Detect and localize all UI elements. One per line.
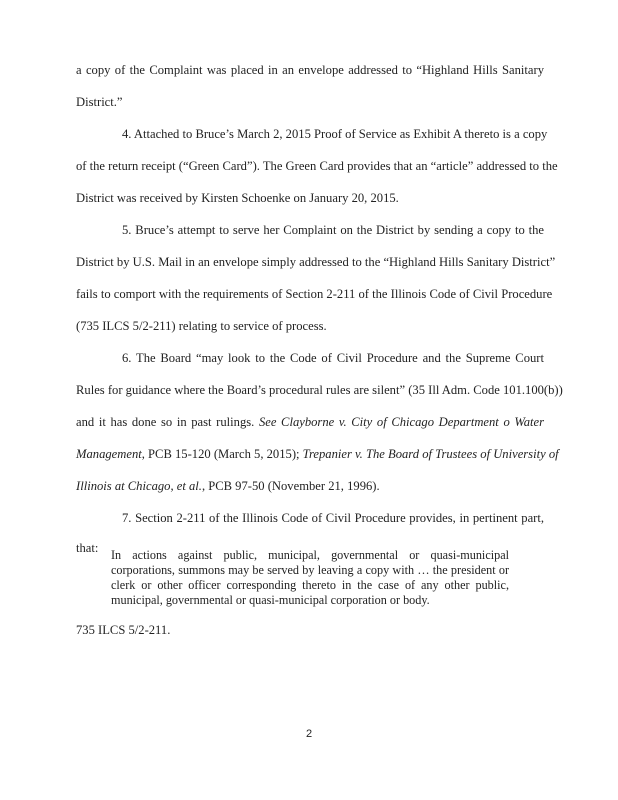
paragraph-4-line-1: 4. Attached to Bruce’s March 2, 2015 Proof of Service as Exhibit A thereto is a copy — [122, 127, 548, 141]
paragraph-7-line-2: that: — [76, 541, 99, 555]
block-quote-line-4: municipal, governmental or quasi-municipal corporation or body. — [111, 593, 430, 607]
paragraph-6-line-3 — [76, 414, 544, 430]
paragraph-5-line-1: 5. Bruce’s attempt to serve her Complaint on the District by sending a copy to the — [122, 223, 544, 237]
case-citation-clayborne-end: Management — [76, 447, 142, 461]
paragraph-6-line-2: Rules for guidance where the Board’s procedural rules are silent” (35 Ill Adm. Code 101.100(b)) — [76, 383, 563, 397]
block-quote-line-2: corporations, summons may be served by leaving a copy with … the president or — [111, 563, 509, 577]
paragraph-5-line-4: (735 ILCS 5/2-211) relating to service of process. — [76, 319, 327, 333]
paragraph-5-line-3: fails to comport with the requirements of Section 2-211 of the Illinois Code of Civil Procedure — [76, 287, 553, 301]
statute-citation: 735 ILCS 5/2-211. — [76, 623, 171, 637]
carryover-line-2: District.” — [76, 95, 123, 109]
case-citation-trepanier: Trepanier v. The Board of Trustees of University of — [302, 447, 559, 461]
case-citation-trepanier-end: Illinois at Chicago, et al. — [76, 479, 202, 493]
paragraph-6-line-1: 6. The Board “may look to the Code of Civil Procedure and the Supreme Court — [122, 351, 544, 365]
page-number: 2 — [305, 728, 313, 740]
paragraph-4-line-2: of the return receipt (“Green Card”). The Green Card provides that an “article” addressed to the — [76, 159, 558, 173]
paragraph-6-line-5 — [76, 478, 380, 494]
paragraph-6-line-4 — [76, 446, 559, 462]
paragraph-7-line-1: 7. Section 2-211 of the Illinois Code of Civil Procedure provides, in pertinent part, — [122, 511, 544, 525]
block-quote-line-3: clerk or other officer corresponding thereto in the case of any other public, — [111, 578, 509, 592]
paragraph-6-line-3-text: and it has done so in past rulings. — [76, 415, 259, 429]
case-citation-clayborne: See Clayborne v. City of Chicago Department o Water — [258, 415, 544, 429]
block-quote-line-1: In actions against public, municipal, governmental or quasi-municipal — [111, 548, 509, 562]
paragraph-5-line-2: District by U.S. Mail in an envelope simply addressed to the “Highland Hills Sanitary District” — [76, 255, 556, 269]
paragraph-6-line-5-text: , PCB 97-50 (November 21, 1996). — [201, 479, 380, 493]
carryover-line-1: a copy of the Complaint was placed in an envelope addressed to “Highland Hills Sanitary — [76, 63, 544, 77]
paragraph-4-line-3: District was received by Kirsten Schoenke on January 20, 2015. — [76, 191, 399, 205]
paragraph-6-line-4-text: , PCB 15-120 (March 5, 2015); — [141, 447, 303, 461]
